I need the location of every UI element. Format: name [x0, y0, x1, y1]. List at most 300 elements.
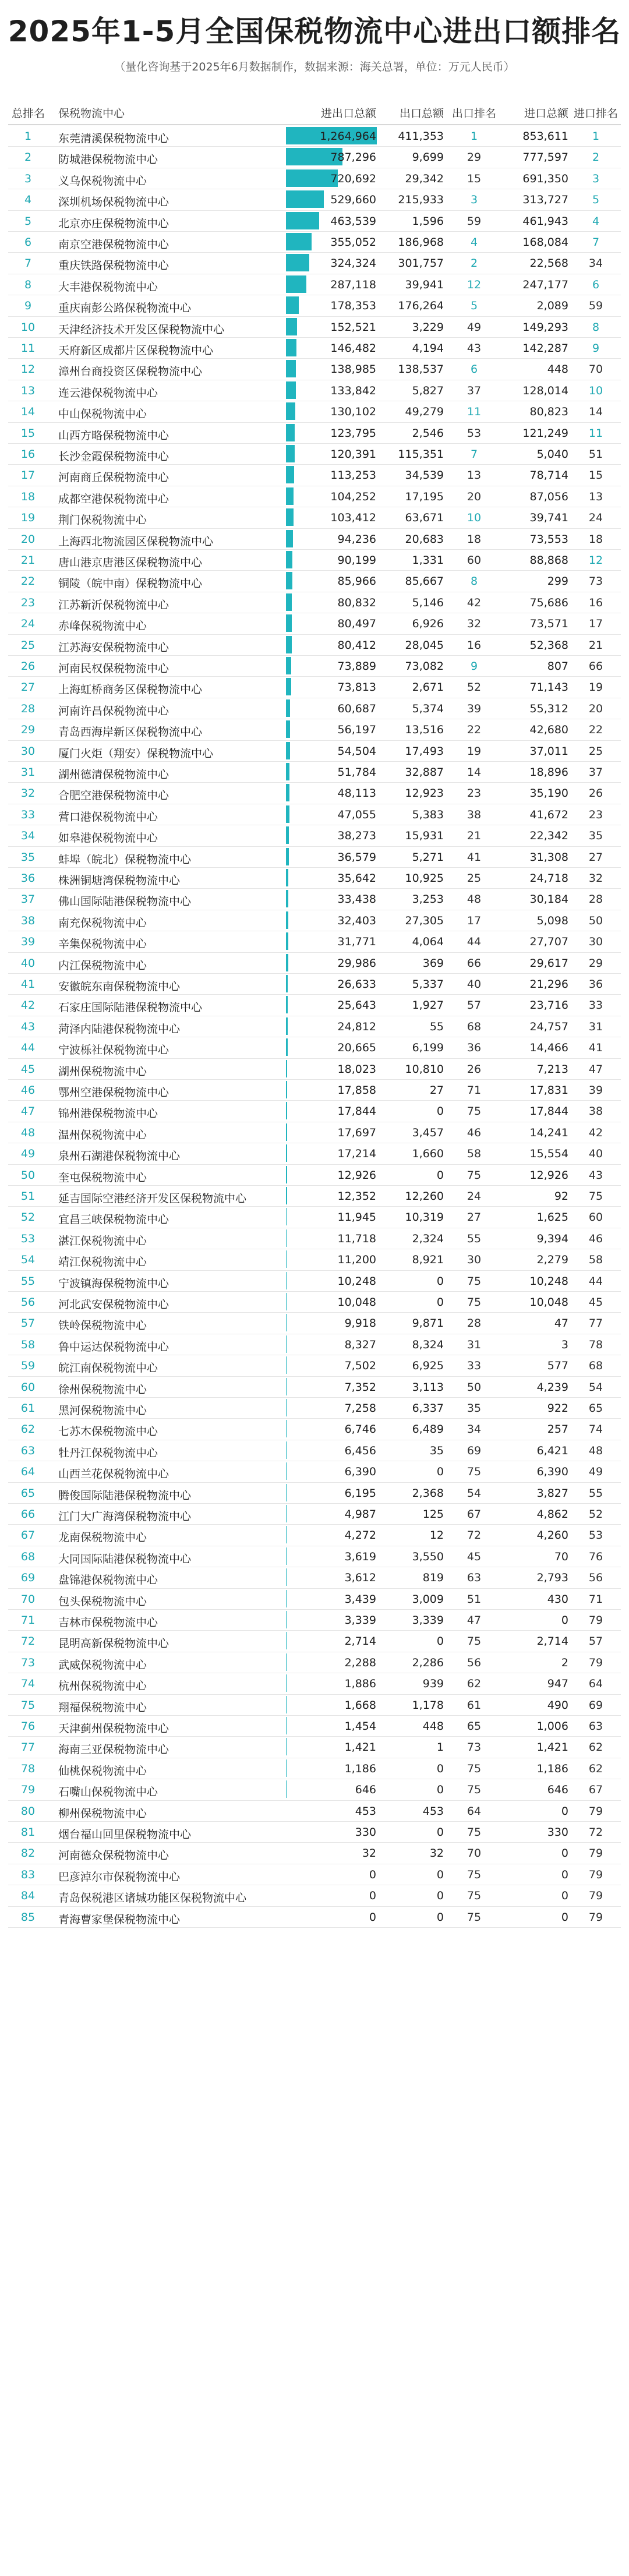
table-row — [8, 1440, 621, 1461]
cell-name: 天津经济技术开发区保税物流中心 — [58, 323, 225, 336]
table-row — [8, 189, 621, 210]
table-row — [8, 1206, 621, 1228]
cell-export-rank: 17 — [467, 914, 482, 927]
cell-export-rank: 51 — [467, 1592, 482, 1606]
cell-name: 上海西北物流园区保税物流中心 — [58, 535, 214, 548]
cell-import: 853,611 — [522, 130, 568, 143]
cell-import-rank: 13 — [588, 490, 603, 503]
cell-export-rank: 75 — [467, 1826, 482, 1839]
cell-import-rank: 68 — [588, 1359, 603, 1373]
cell-rank: 32 — [20, 787, 36, 800]
cell-import-rank: 70 — [588, 363, 603, 376]
header-rank: 总排名 — [12, 107, 45, 120]
cell-export: 1,178 — [412, 1698, 444, 1712]
cell-import-rank: 7 — [592, 236, 600, 249]
cell-export-rank: 14 — [467, 766, 482, 779]
cell-name: 辛集保税物流中心 — [58, 938, 147, 951]
cell-name: 漳州台商投资区保税物流中心 — [58, 365, 203, 379]
total-bar — [286, 975, 288, 992]
cell-export-rank: 5 — [470, 299, 478, 313]
cell-export-rank: 75 — [467, 1762, 482, 1775]
cell-export-rank: 75 — [467, 1635, 482, 1648]
cell-import-rank: 48 — [588, 1444, 603, 1457]
cell-rank: 10 — [20, 320, 36, 334]
table-row — [8, 1249, 621, 1270]
header-export: 出口总额 — [399, 107, 444, 120]
cell-rank: 77 — [20, 1741, 36, 1754]
cell-rank: 73 — [20, 1656, 36, 1669]
cell-export-rank: 55 — [467, 1232, 482, 1245]
table-row — [8, 698, 621, 719]
cell-export: 369 — [422, 956, 444, 970]
cell-export-rank: 22 — [467, 723, 482, 737]
cell-name: 重庆南彭公路保税物流中心 — [58, 302, 192, 315]
cell-name: 翔福保税物流中心 — [58, 1701, 147, 1714]
cell-rank: 2 — [24, 151, 32, 164]
cell-import-rank: 32 — [588, 872, 603, 885]
cell-export-rank: 47 — [467, 1614, 482, 1627]
cell-export: 0 — [436, 1635, 444, 1648]
cell-total: 51,784 — [337, 766, 376, 779]
total-bar — [286, 996, 288, 1013]
cell-rank: 42 — [20, 999, 36, 1012]
cell-export-rank: 50 — [467, 1380, 482, 1394]
cell-total: 85,966 — [337, 575, 376, 588]
cell-name: 义乌保税物流中心 — [58, 174, 147, 188]
cell-total: 48,113 — [337, 787, 376, 800]
table-row — [8, 168, 621, 189]
cell-import: 0 — [561, 1804, 568, 1818]
cell-export: 1 — [436, 1741, 444, 1754]
cell-import-rank: 29 — [588, 956, 603, 970]
table-row — [8, 825, 621, 846]
cell-rank: 1 — [24, 130, 32, 143]
cell-import-rank: 23 — [588, 808, 603, 821]
total-bar — [286, 1293, 287, 1310]
cell-name: 腾俊国际陆港保税物流中心 — [58, 1489, 192, 1502]
cell-import-rank: 62 — [588, 1741, 603, 1754]
cell-total: 133,842 — [330, 384, 376, 397]
cell-export-rank: 15 — [467, 172, 482, 185]
cell-name: 天津蓟州保税物流中心 — [58, 1722, 169, 1735]
cell-rank: 26 — [20, 660, 36, 673]
cell-total: 104,252 — [330, 490, 376, 503]
cell-import: 1,006 — [536, 1720, 568, 1733]
cell-name: 江门大广海湾保税物流中心 — [58, 1510, 192, 1523]
table-row — [8, 528, 621, 550]
table-row — [8, 1228, 621, 1249]
cell-export-rank: 7 — [470, 448, 478, 461]
cell-export-rank: 11 — [467, 405, 482, 419]
cell-import: 78,714 — [529, 469, 568, 482]
cell-total: 178,353 — [330, 299, 376, 313]
cell-rank: 11 — [20, 342, 36, 355]
cell-export: 411,353 — [398, 130, 444, 143]
cell-rank: 79 — [20, 1783, 36, 1797]
cell-export-rank: 33 — [467, 1359, 482, 1373]
cell-export-rank: 3 — [470, 193, 478, 207]
cell-export: 17,493 — [405, 744, 444, 758]
total-bar — [286, 1166, 287, 1183]
cell-import-rank: 43 — [588, 1168, 603, 1182]
cell-total: 146,482 — [330, 342, 376, 355]
cell-import-rank: 57 — [588, 1635, 603, 1648]
cell-import: 24,718 — [529, 872, 568, 885]
cell-export: 0 — [436, 1168, 444, 1182]
table-row — [8, 1079, 621, 1101]
cell-name: 包头保税物流中心 — [58, 1595, 147, 1608]
cell-export: 0 — [436, 1105, 444, 1118]
table-row — [8, 1461, 621, 1482]
cell-import: 17,831 — [529, 1084, 568, 1097]
cell-export: 5,271 — [412, 850, 444, 864]
cell-import: 47 — [554, 1317, 568, 1330]
cell-rank: 59 — [20, 1359, 36, 1373]
cell-export: 2,671 — [412, 681, 444, 694]
cell-import-rank: 66 — [588, 660, 603, 673]
cell-import-rank: 56 — [588, 1571, 603, 1585]
cell-total: 2,714 — [344, 1635, 376, 1648]
cell-export: 35 — [429, 1444, 444, 1457]
cell-import: 92 — [554, 1190, 568, 1203]
cell-import: 42,680 — [529, 723, 568, 737]
cell-import: 2,279 — [536, 1253, 568, 1267]
cell-export-rank: 75 — [467, 1274, 482, 1288]
table-row — [8, 1779, 621, 1800]
cell-name: 营口港保税物流中心 — [58, 810, 158, 824]
cell-rank: 67 — [20, 1529, 36, 1542]
cell-export: 2,286 — [412, 1656, 444, 1669]
table-row — [8, 1291, 621, 1313]
table-row — [8, 1100, 621, 1122]
cell-export-rank: 68 — [467, 1020, 482, 1033]
cell-import-rank: 55 — [588, 1486, 603, 1500]
cell-export-rank: 1 — [470, 130, 478, 143]
total-bar — [286, 954, 288, 971]
cell-export-rank: 45 — [467, 1550, 482, 1563]
cell-rank: 58 — [20, 1338, 36, 1351]
cell-import-rank: 45 — [588, 1296, 603, 1309]
cell-export: 2,368 — [412, 1486, 444, 1500]
total-bar — [286, 1335, 287, 1353]
table-row — [8, 274, 621, 295]
table-row — [8, 1821, 621, 1843]
table-row — [8, 1334, 621, 1355]
cell-export-rank: 65 — [467, 1720, 482, 1733]
table-row — [8, 1016, 621, 1037]
cell-import: 52,368 — [529, 638, 568, 652]
cell-import: 1,421 — [536, 1741, 568, 1754]
cell-rank: 21 — [20, 554, 36, 567]
table-row — [8, 210, 621, 232]
cell-import: 80,823 — [529, 405, 568, 419]
table-row — [8, 1355, 621, 1376]
cell-total: 103,412 — [330, 511, 376, 525]
cell-import: 430 — [547, 1592, 568, 1606]
cell-export: 115,351 — [398, 448, 444, 461]
cell-import-rank: 76 — [588, 1550, 603, 1563]
cell-import: 22,342 — [529, 829, 568, 843]
cell-total: 130,102 — [330, 405, 376, 419]
cell-import-rank: 71 — [588, 1592, 603, 1606]
cell-import-rank: 8 — [592, 320, 600, 334]
table-row — [8, 549, 621, 571]
cell-total: 9,918 — [344, 1317, 376, 1330]
table-row — [8, 952, 621, 974]
table-row — [8, 1864, 621, 1885]
cell-name: 龙南保税物流中心 — [58, 1531, 147, 1545]
cell-import: 6,421 — [536, 1444, 568, 1457]
cell-total: 6,456 — [344, 1444, 376, 1457]
cell-export: 17,195 — [405, 490, 444, 503]
cell-import: 577 — [547, 1359, 568, 1373]
cell-export: 5,383 — [412, 808, 444, 821]
cell-import-rank: 54 — [588, 1380, 603, 1394]
cell-name: 大丰港保税物流中心 — [58, 280, 158, 294]
cell-import: 0 — [561, 1868, 568, 1881]
table-row — [8, 1758, 621, 1779]
cell-export: 12,923 — [405, 787, 444, 800]
cell-total: 36,579 — [337, 850, 376, 864]
cell-import-rank: 11 — [588, 426, 603, 440]
cell-name: 泉州石湖港保税物流中心 — [58, 1150, 181, 1163]
cell-total: 3,339 — [344, 1614, 376, 1627]
cell-rank: 61 — [20, 1402, 36, 1415]
table-row — [8, 1630, 621, 1652]
cell-export: 3,339 — [412, 1614, 444, 1627]
total-bar — [286, 1187, 287, 1204]
table-row — [8, 1270, 621, 1292]
cell-rank: 82 — [20, 1847, 36, 1860]
cell-import-rank: 78 — [588, 1338, 603, 1351]
cell-name: 深圳机场保税物流中心 — [58, 196, 169, 209]
cell-name: 黑河保税物流中心 — [58, 1404, 147, 1417]
cell-export-rank: 71 — [467, 1084, 482, 1097]
cell-total: 6,195 — [344, 1486, 376, 1500]
cell-rank: 23 — [20, 596, 36, 609]
cell-rank: 24 — [20, 617, 36, 631]
cell-export-rank: 42 — [467, 596, 482, 609]
cell-total: 17,844 — [337, 1105, 376, 1118]
cell-import: 41,672 — [529, 808, 568, 821]
cell-import-rank: 6 — [592, 278, 600, 291]
cell-import-rank: 79 — [588, 1847, 603, 1860]
cell-export: 3,457 — [412, 1126, 444, 1139]
cell-export: 6,926 — [412, 617, 444, 631]
table-row — [8, 380, 621, 401]
cell-import-rank: 24 — [588, 511, 603, 525]
cell-name: 如皋港保税物流中心 — [58, 832, 158, 845]
cell-name: 南京空港保税物流中心 — [58, 238, 169, 251]
cell-rank: 51 — [20, 1190, 36, 1203]
table-row — [8, 486, 621, 507]
cell-export-rank: 70 — [467, 1847, 482, 1860]
cell-name: 奎屯保税物流中心 — [58, 1171, 147, 1184]
table-row — [8, 1736, 621, 1758]
cell-import-rank: 22 — [588, 723, 603, 737]
cell-total: 10,048 — [337, 1296, 376, 1309]
total-bar — [286, 1378, 287, 1395]
cell-import-rank: 42 — [588, 1126, 603, 1139]
cell-import-rank: 53 — [588, 1529, 603, 1542]
table-row — [8, 1588, 621, 1610]
cell-name: 大同国际陆港保税物流中心 — [58, 1552, 192, 1566]
table-row — [8, 1715, 621, 1737]
cell-name: 温州保税物流中心 — [58, 1128, 147, 1142]
cell-name: 南充保税物流中心 — [58, 916, 147, 930]
cell-name: 仙桃保税物流中心 — [58, 1764, 147, 1778]
total-bar — [286, 1038, 288, 1056]
cell-total: 120,391 — [330, 448, 376, 461]
cell-import: 777,597 — [522, 151, 568, 164]
cell-rank: 83 — [20, 1868, 36, 1881]
cell-name: 石嘴山保税物流中心 — [58, 1786, 158, 1799]
cell-import-rank: 62 — [588, 1762, 603, 1775]
cell-name: 徐州保税物流中心 — [58, 1383, 147, 1396]
table-row — [8, 252, 621, 274]
table-row — [8, 146, 621, 168]
cell-export: 5,827 — [412, 384, 444, 397]
cell-rank: 43 — [20, 1020, 36, 1033]
cell-rank: 35 — [20, 850, 36, 864]
cell-export-rank: 31 — [467, 1338, 482, 1351]
cell-rank: 69 — [20, 1571, 36, 1585]
table-row — [8, 931, 621, 952]
cell-name: 武威保税物流中心 — [58, 1658, 147, 1672]
cell-name: 连云港保税物流中心 — [58, 386, 158, 400]
cell-total: 11,718 — [337, 1232, 376, 1245]
cell-name: 巴彦淖尔市保税物流中心 — [58, 1870, 181, 1884]
cell-export-rank: 75 — [467, 1465, 482, 1479]
cell-export: 10,810 — [405, 1062, 444, 1076]
cell-rank: 81 — [20, 1826, 36, 1839]
cell-import: 2,714 — [536, 1635, 568, 1648]
cell-import: 6,390 — [536, 1465, 568, 1479]
cell-rank: 50 — [20, 1168, 36, 1182]
cell-name: 厦门火炬（翔安）保税物流中心 — [58, 747, 214, 760]
cell-import-rank: 67 — [588, 1783, 603, 1797]
cell-export-rank: 38 — [467, 808, 482, 821]
cell-total: 3,612 — [344, 1571, 376, 1585]
cell-rank: 66 — [20, 1508, 36, 1521]
cell-import-rank: 19 — [588, 681, 603, 694]
cell-name: 昆明高新保税物流中心 — [58, 1637, 169, 1651]
cell-import-rank: 9 — [592, 342, 600, 355]
cell-name: 重庆铁路保税物流中心 — [58, 259, 169, 273]
table-row — [8, 1885, 621, 1906]
cell-name: 上海虹桥商务区保税物流中心 — [58, 683, 203, 697]
cell-export: 9,871 — [412, 1317, 444, 1330]
cell-import: 1,625 — [536, 1211, 568, 1224]
cell-name: 烟台福山回里保税物流中心 — [58, 1828, 192, 1841]
total-bar — [286, 1484, 287, 1501]
header-export-rank: 出口排名 — [451, 107, 496, 120]
cell-name: 安徽皖东南保税物流中心 — [58, 980, 181, 993]
cell-total: 3,619 — [344, 1550, 376, 1563]
cell-import: 73,571 — [529, 617, 568, 631]
cell-import: 461,943 — [522, 214, 568, 228]
cell-import-rank: 2 — [592, 151, 600, 164]
cell-rank: 19 — [20, 511, 36, 525]
cell-export: 448 — [422, 1720, 444, 1733]
cell-total: 330 — [355, 1826, 376, 1839]
cell-rank: 45 — [20, 1062, 36, 1076]
cell-import: 168,084 — [522, 236, 568, 249]
cell-export-rank: 10 — [467, 511, 482, 525]
cell-export: 5,337 — [412, 978, 444, 991]
cell-name: 蚌埠（皖北）保税物流中心 — [58, 853, 192, 866]
cell-total: 287,118 — [330, 278, 376, 291]
cell-export-rank: 66 — [467, 956, 482, 970]
cell-import-rank: 17 — [588, 617, 603, 631]
cell-export-rank: 49 — [467, 320, 482, 334]
table-row — [8, 1652, 621, 1673]
cell-rank: 25 — [20, 638, 36, 652]
cell-export-rank: 40 — [467, 978, 482, 991]
cell-total: 324,324 — [330, 257, 376, 270]
cell-import: 330 — [547, 1826, 568, 1839]
cell-import: 247,177 — [522, 278, 568, 291]
cell-rank: 40 — [20, 956, 36, 970]
cell-name: 长沙金霞保税物流中心 — [58, 450, 169, 463]
cell-import-rank: 21 — [588, 638, 603, 652]
cell-name: 延吉国际空港经济开发区保税物流中心 — [58, 1192, 247, 1205]
cell-import-rank: 4 — [592, 214, 600, 228]
cell-export: 55 — [429, 1020, 444, 1033]
cell-total: 18,023 — [337, 1062, 376, 1076]
cell-rank: 36 — [20, 872, 36, 885]
cell-name: 柳州保税物流中心 — [58, 1807, 147, 1820]
total-bar — [286, 1102, 287, 1119]
table-row — [8, 1312, 621, 1334]
cell-import-rank: 79 — [588, 1804, 603, 1818]
cell-name: 中山保税物流中心 — [58, 408, 147, 421]
cell-import-rank: 5 — [592, 193, 600, 207]
total-bar — [286, 1272, 287, 1289]
cell-import-rank: 39 — [588, 1084, 603, 1097]
table-row — [8, 1122, 621, 1143]
cell-export-rank: 41 — [467, 850, 482, 864]
cell-export-rank: 37 — [467, 384, 482, 397]
cell-export: 29,342 — [405, 172, 444, 185]
cell-rank: 64 — [20, 1465, 36, 1479]
cell-rank: 52 — [20, 1211, 36, 1224]
cell-export-rank: 75 — [467, 1105, 482, 1118]
cell-rank: 8 — [24, 278, 32, 291]
cell-total: 123,795 — [330, 426, 376, 440]
cell-name: 鲁中运达保税物流中心 — [58, 1340, 169, 1354]
cell-import: 17,844 — [529, 1105, 568, 1118]
cell-import-rank: 20 — [588, 702, 603, 715]
cell-import: 448 — [547, 363, 568, 376]
cell-total: 720,692 — [330, 172, 376, 185]
header-import: 进口总额 — [524, 107, 568, 120]
table-row — [8, 401, 621, 422]
cell-import-rank: 52 — [588, 1508, 603, 1521]
cell-export: 0 — [436, 1910, 444, 1924]
cell-export: 32,887 — [405, 766, 444, 779]
cell-import-rank: 58 — [588, 1253, 603, 1267]
table-row — [8, 1482, 621, 1504]
table-row — [8, 867, 621, 889]
table-row — [8, 1546, 621, 1567]
cell-import-rank: 44 — [588, 1274, 603, 1288]
page-title: 2025年1-5月全国保税物流中心进出口额排名 — [8, 15, 621, 48]
table-row — [8, 1800, 621, 1822]
cell-rank: 29 — [20, 723, 36, 737]
cell-export: 138,537 — [398, 363, 444, 376]
cell-name: 成都空港保税物流中心 — [58, 492, 169, 506]
